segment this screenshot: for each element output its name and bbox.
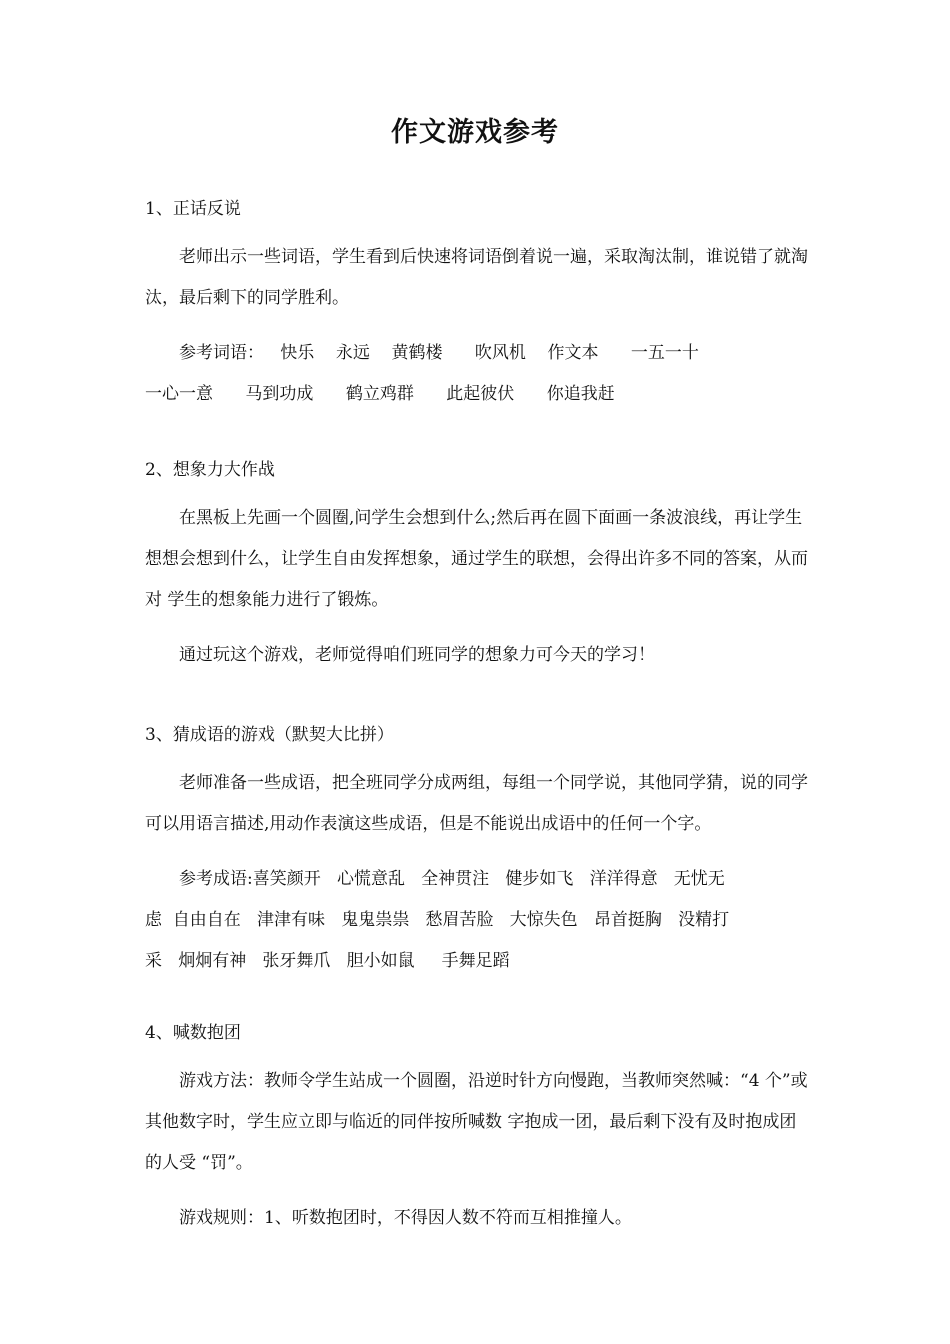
reference-idioms-line: 虑 自由自在 津津有味 鬼鬼祟祟 愁眉苦脸 大惊失色 昂首挺胸 没精打 (145, 910, 730, 930)
section-heading: 2、想象力大作战 (145, 460, 275, 480)
section-paragraph: 老师出示一些词语，学生看到后快速将词语倒着说一遍，采取淘汰制，谁说错了就淘汰，最后剩下的同学胜利。 (145, 247, 808, 308)
section-heading: 3、猜成语的游戏（默契大比拼） (145, 725, 394, 745)
section-1 (145, 196, 810, 415)
section-paragraph: 老师准备一些成语，把全班同学分成两组，每组一个同学说，其他同学猜，说的同学可以用语言描述,用动作表演这些成语，但是不能说出成语中的任何一个字。 (145, 773, 808, 834)
reference-words-line: 一心一意 马到功成 鹤立鸡群 此起彼伏 你追我赶 (145, 384, 615, 404)
section-paragraph: 在黑板上先画一个圆圈,问学生会想到什么;然后再在圆下面画一条波浪线，再让学生想想会想到什么，让学生自由发挥想象，通过学生的联想，会得出许多不同的答案，从而对 学生的想象能力进行了锻炼。 (145, 508, 808, 610)
page-title: 作文游戏参考 (391, 117, 559, 148)
section-3 (145, 722, 810, 982)
section-2 (145, 457, 810, 676)
section-heading: 4、喊数抱团 (145, 1023, 241, 1043)
section-paragraph: 游戏方法：教师令学生站成一个圆圈，沿逆时针方向慢跑，当教师突然喊：“4 个”或其他数字时，学生应立即与临近的同伴按所喊数 字抱成一团，最后剩下没有及时抱成团的人受 “罚”。 (145, 1071, 808, 1173)
reference-idioms-line: 采 炯炯有神 张牙舞爪 胆小如鼠 手舞足蹈 (145, 951, 510, 971)
section-paragraph: 通过玩这个游戏，老师觉得咱们班同学的想象力可今天的学习！ (179, 645, 655, 665)
reference-words-line: 参考词语： 快乐 永远 黄鹤楼 吹风机 作文本 一五一十 (179, 343, 699, 363)
section-paragraph: 游戏规则：1、听数抱团时，不得因人数不符而互相推撞人。 (179, 1208, 632, 1228)
reference-idioms-line: 参考成语:喜笑颜开 心慌意乱 全神贯注 健步如飞 洋洋得意 无忧无 (179, 869, 725, 889)
section-heading: 1、正话反说 (145, 199, 241, 219)
section-4 (145, 1020, 810, 1239)
document-body (145, 196, 810, 1239)
